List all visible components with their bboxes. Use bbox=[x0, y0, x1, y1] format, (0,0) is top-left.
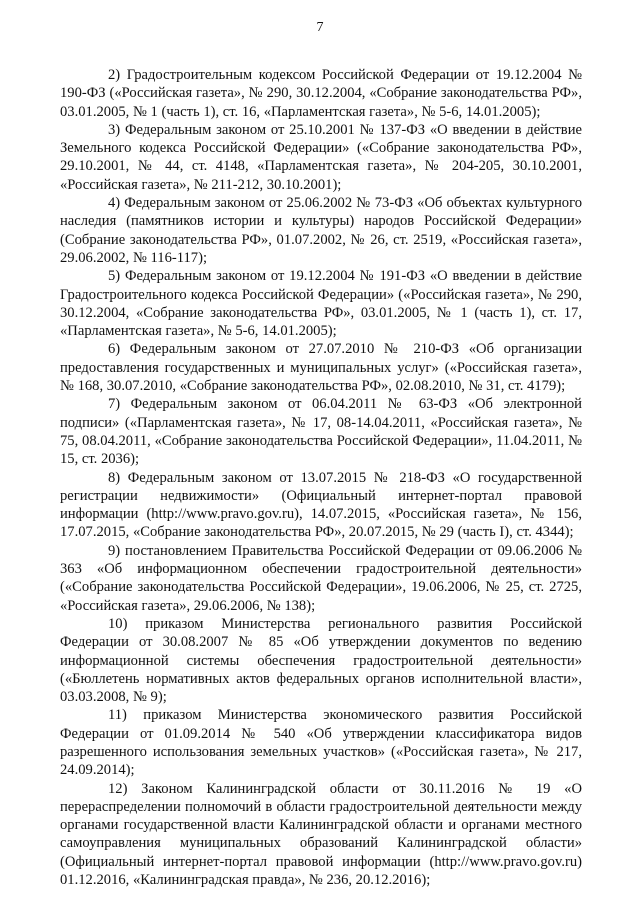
list-item-7: 7) Федеральным законом от 06.04.2011 № 63-ФЗ «Об электронной подписи» («Парламентская газета», № 17, 08-14.04.2011, «Российская газета», № 75, 08.04.2011, «Собрание законодательства Российской Федерации», 11.04.2011, № 15, ст. 2036); bbox=[60, 396, 582, 468]
list-item-5: 5) Федеральным законом от 19.12.2004 № 191-ФЗ «О введении в действие Градостроительного кодекса Российской Федерации» («Российская газета», № 290, 30.12.2004, «Собрание законодательства РФ», 03.01.2005, № 1 (часть 1), ст. 17, «Парламентская газета», № 5-6, 14.01.2005); bbox=[60, 268, 582, 340]
list-item-11: 11) приказом Министерства экономического развития Российской Федерации от 01.09.2014 № 540 «Об утверждении классификатора видов разрешенного использования земельных участков» («Российская газета», № 217, 24.09.2014); bbox=[60, 707, 582, 779]
list-item-3: 3) Федеральным законом от 25.10.2001 № 137-ФЗ «О введении в действие Земельного кодекса Российской Федерации» («Собрание законодательства РФ», 29.10.2001, № 44, ст. 4148, «Парламентская газета», № 204-205, 30.10.2001, «Российская газета», № 211-212, 30.10.2001); bbox=[60, 121, 582, 193]
list-item-10: 10) приказом Министерства регионального развития Российской Федерации от 30.08.2007 № 85 «Об утверждении документов по ведению информационной системы обеспечения градостроительной деятельности» («Бюллетень нормативных актов федеральных органов исполнительной власти», 03.03.2008, № 9); bbox=[60, 615, 582, 706]
list-item-12: 12) Законом Калининградской области от 30.11.2016 № 19 «О перераспределении полномочий в области градостроительной деятельности между органами государственной власти Калининградской области и органами местного самоуправления муниципальных образований Калининградской области» (Официальный интернет-портал правовой информации (http://www.pravo.gov.ru) 01.12.2016, «Калининградская правда», № 236, 20.12.2016); bbox=[60, 780, 582, 889]
list-item-8: 8) Федеральным законом от 13.07.2015 № 218-ФЗ «О государственной регистрации недвижимости» (Официальный интернет-портал правовой информации (http://www.pravo.gov.ru), 14.07.2015, «Российская газета», № 156, 17.07.2015, «Собрание законодательства РФ», 20.07.2015, № 29 (часть I), ст. 4344); bbox=[60, 469, 582, 541]
list-item-2: 2) Градостроительным кодексом Российской Федерации от 19.12.2004 № 190-ФЗ («Российская газета», № 290, 30.12.2004, «Собрание законодательства РФ», 03.01.2005, № 1 (часть 1), ст. 16, «Парламентская газета», № 5-6, 14.01.2005); bbox=[60, 67, 582, 120]
list-item-9: 9) постановлением Правительства Российской Федерации от 09.06.2006 № 363 «Об информационном обеспечении градостроительной деятельности» («Собрание законодательства Российской Федерации», 19.06.2006, № 25, ст. 2725, «Российская газета», 29.06.2006, № 138); bbox=[60, 542, 582, 614]
page-number: 7 bbox=[316, 20, 324, 35]
list-item-6: 6) Федеральным законом от 27.07.2010 № 210-ФЗ «Об организации предоставления государственных и муниципальных услуг» («Российская газета», № 168, 30.07.2010, «Собрание законодательства РФ», 02.08.2010, № 31, ст. 4179); bbox=[60, 341, 582, 395]
list-item-4: 4) Федеральным законом от 25.06.2002 № 73-ФЗ «Об объектах культурного наследия (памятников истории и культуры) народов Российской Федерации» (Собрание законодательства РФ», 01.07.2002, № 26, ст. 2519, «Российская газета», 29.06.2002, № 116-117); bbox=[60, 195, 582, 266]
document-body bbox=[60, 66, 582, 889]
